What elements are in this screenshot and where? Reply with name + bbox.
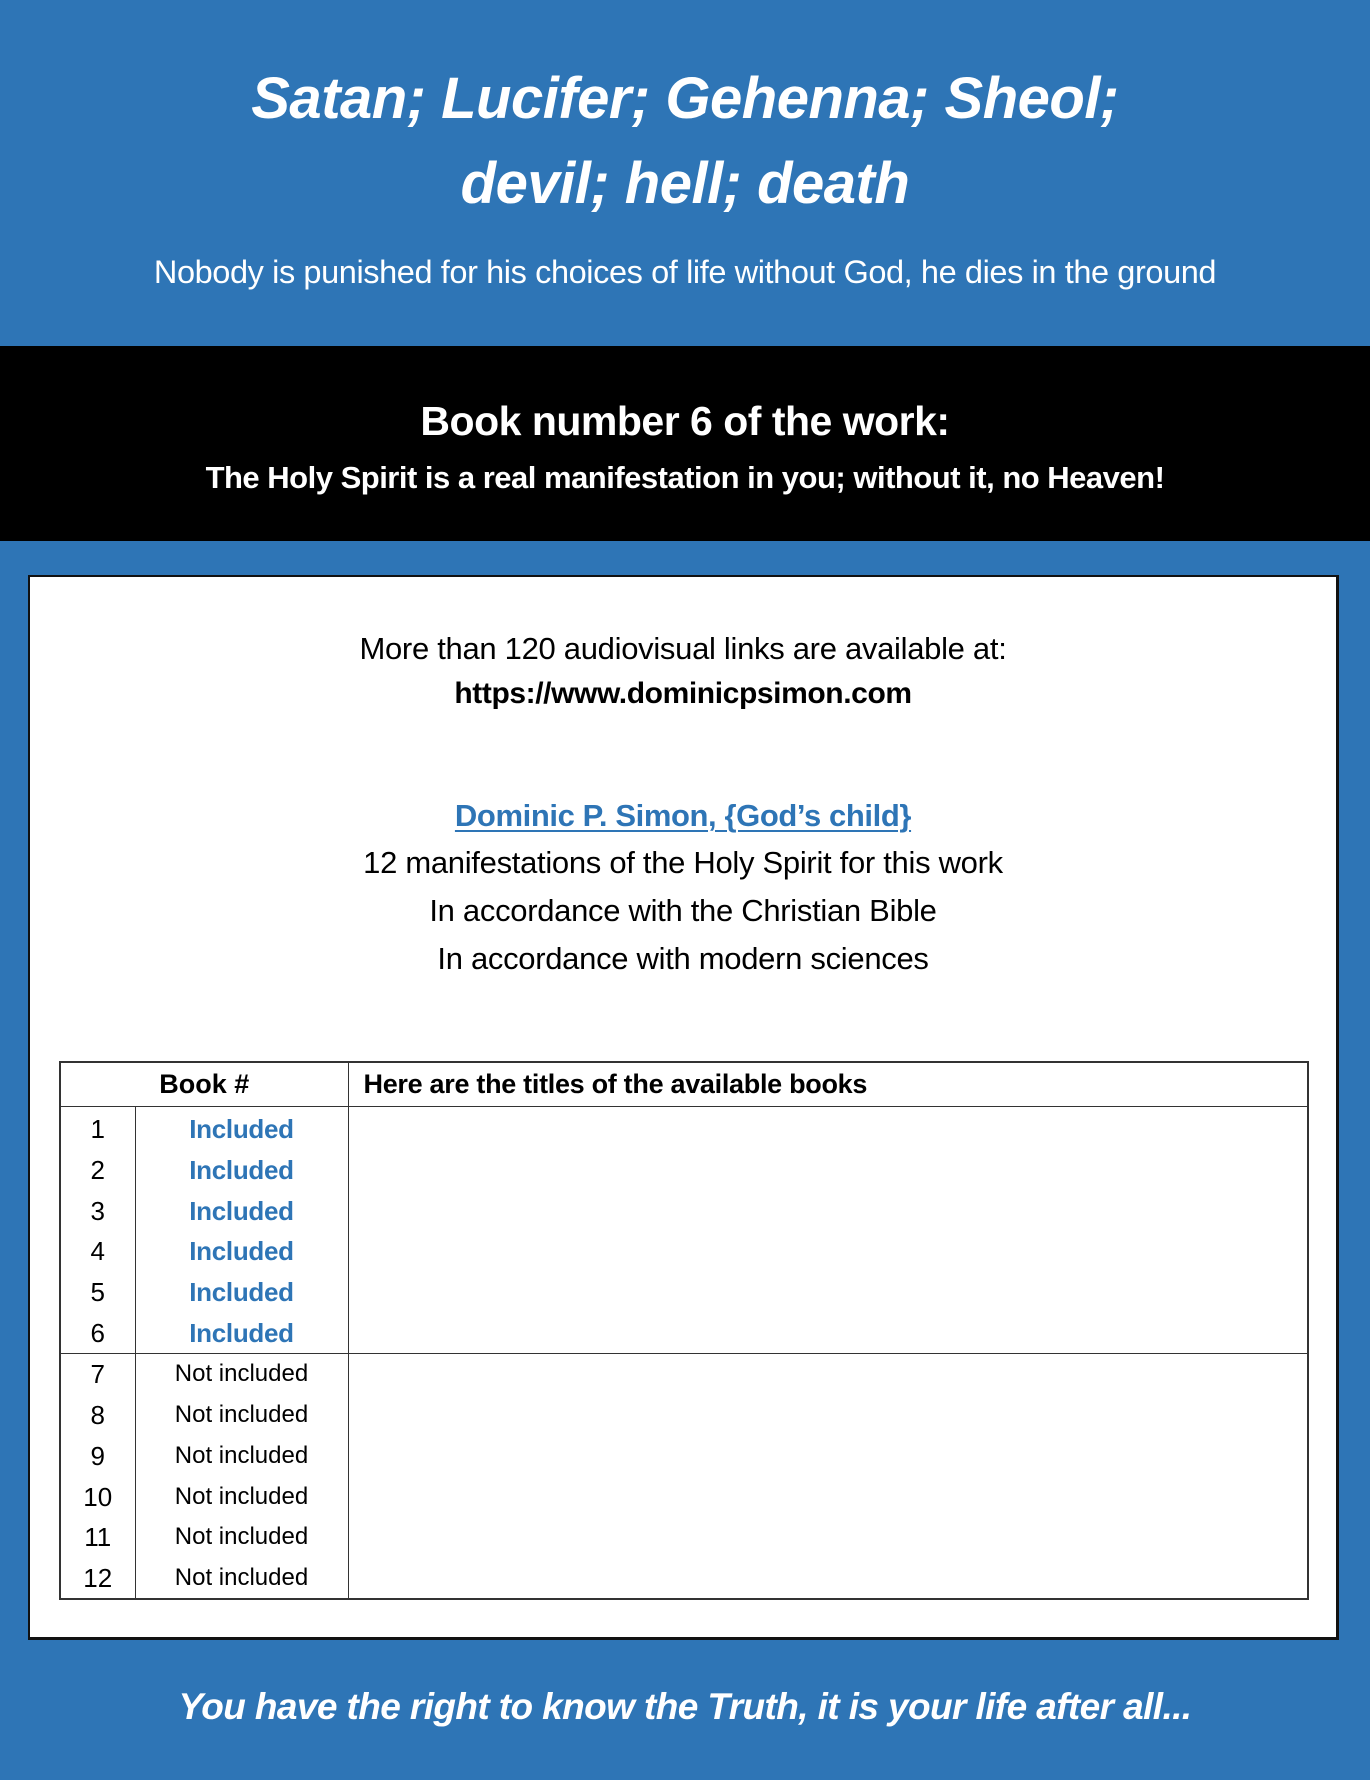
table-row (60, 1107, 1308, 1150)
status-badge: Not included (135, 1354, 348, 1395)
website-url[interactable]: https://www.dominicpsimon.com (454, 677, 912, 710)
footer-tagline: You have the right to know the Truth, it is your life after all... (178, 1686, 1192, 1727)
book-subtitle: The Holy Spirit is a real manifestation in you; without it, no Heaven! (205, 460, 1165, 495)
author-link-container (30, 800, 1336, 831)
table-row (60, 1354, 1308, 1395)
status-badge: Included (135, 1231, 348, 1272)
book-title: Here is how to ask for a healing or a miracle (348, 1272, 1308, 1313)
book-number: 6 (60, 1312, 135, 1353)
status-badge: Not included (135, 1517, 348, 1558)
status-badge: Included (135, 1312, 348, 1353)
book-title: Satan; Lucifer; Gehenna; Sheol; devil; hell; death (348, 1312, 1308, 1353)
table-row (60, 1150, 1308, 1191)
book-number-heading: Book number 6 of the work: (420, 398, 950, 444)
status-badge: Not included (135, 1476, 348, 1517)
audiovisual-links-text: More than 120 audiovisual links are available at: (359, 631, 1007, 666)
book-number: 2 (60, 1150, 135, 1191)
status-badge: Included (135, 1150, 348, 1191)
book-number: 7 (60, 1354, 135, 1395)
bible-accordance-line: In accordance with the Christian Bible (429, 893, 937, 928)
table-row (60, 1312, 1308, 1353)
book-title: Concrete explanations of the Bible for all Christians (348, 1354, 1308, 1395)
books-table (59, 1061, 1309, 1600)
book-title: An essential Christian resourcing to find God (348, 1395, 1308, 1436)
book-number: 11 (60, 1517, 135, 1558)
table-header-row (60, 1062, 1308, 1107)
book-title: Earth is God's garden of culture in order to get his children (348, 1558, 1308, 1600)
book-number: 4 (60, 1231, 135, 1272)
book-number-column-header: Book # (60, 1062, 348, 1107)
manifestations-line: 12 manifestations of the Holy Spirit for this work (363, 845, 1003, 880)
book-title: A modern model that unites science and the Bible (348, 1517, 1308, 1558)
book-title: To go to Heaven, a Christian must take charge of his own life (348, 1190, 1308, 1231)
book-number: 3 (60, 1190, 135, 1231)
status-badge: Not included (135, 1395, 348, 1436)
table-row (60, 1558, 1308, 1600)
page-title-line-2: devil; hell; death (460, 151, 910, 216)
status-badge: Included (135, 1190, 348, 1231)
table-row (60, 1231, 1308, 1272)
status-badge: Not included (135, 1558, 348, 1600)
book-title: Yes, God really exists, proofs by sciences, miracles and healings (348, 1150, 1308, 1191)
table-row (60, 1272, 1308, 1313)
author-link[interactable]: Dominic P. Simon, {God’s child} (454, 798, 912, 833)
table-row (60, 1190, 1308, 1231)
titles-column-header: Here are the titles of the available books (348, 1062, 1308, 1107)
science-accordance-line: In accordance with modern sciences (437, 941, 929, 976)
book-title: The Holy Spirit is received by the Breath of God's Life through your nostrils (348, 1231, 1308, 1272)
status-badge: Included (135, 1107, 348, 1150)
table-row (60, 1517, 1308, 1558)
book-title: Christian baptism is an initiation, it does not open the gates of Heaven (348, 1107, 1308, 1150)
book-title: The Last Judgment is during your human life on earth (348, 1436, 1308, 1477)
table-row (60, 1476, 1308, 1517)
book-number: 12 (60, 1558, 135, 1600)
status-badge: Not included (135, 1436, 348, 1477)
book-number: 1 (60, 1107, 135, 1150)
status-badge: Included (135, 1272, 348, 1313)
table-row (60, 1395, 1308, 1436)
content-panel (28, 575, 1339, 1640)
book-number: 10 (60, 1476, 135, 1517)
book-number: 8 (60, 1395, 135, 1436)
page-subtitle: Nobody is punished for his choices of life without God, he dies in the ground (153, 254, 1217, 290)
page-title-line-1: Satan; Lucifer; Gehenna; Sheol; (251, 66, 1119, 131)
book-number: 5 (60, 1272, 135, 1313)
table-row (60, 1436, 1308, 1477)
book-title: Resurrection; spiritual body; we must be born again on earth (348, 1476, 1308, 1517)
book-number: 9 (60, 1436, 135, 1477)
